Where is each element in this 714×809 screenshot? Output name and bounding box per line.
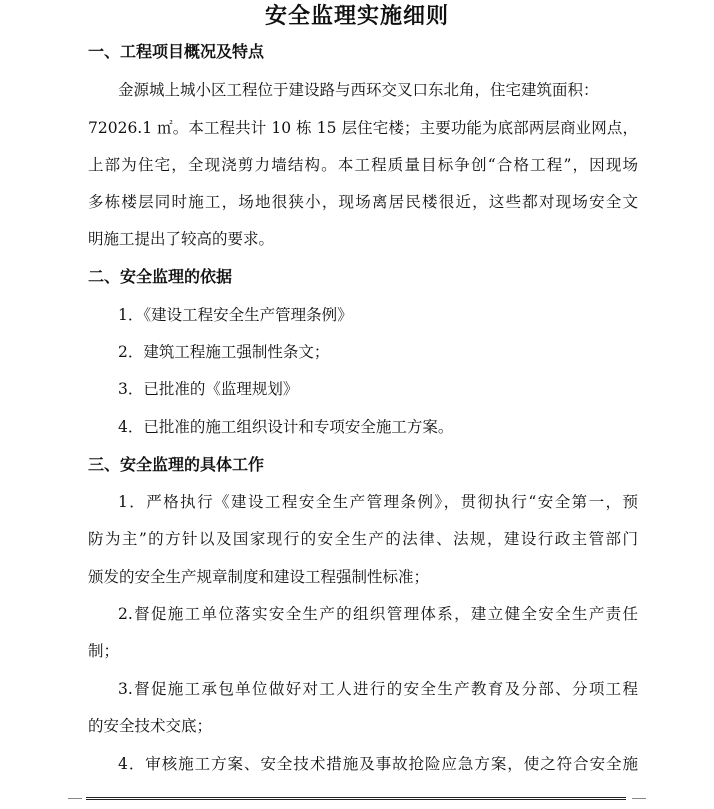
list-item: 1．《建设工程安全生产管理条例》 (118, 306, 353, 324)
list-item: 2．建筑工程施工强制性条文； (118, 343, 330, 361)
section-heading-basis: 二、安全监理的依据 (88, 267, 233, 286)
list-item: 4．已批准的施工组织设计和专项安全施工方案。 (118, 418, 454, 436)
paragraph-line: 制； (88, 642, 120, 660)
margin-corner-mark (632, 798, 646, 809)
paragraph-line: 1．严格执行《建设工程安全生产管理条例》，贯彻执行“安全第一，预 (118, 493, 638, 511)
paragraph-line: 72026.1 ㎡。本工程共计 10 栋 15 层住宅楼；主要功能为底部两层商业网点， (88, 119, 638, 137)
paragraph-line: 明施工提出了较高的要求。 (88, 230, 275, 248)
document-title: 安全监理实施细则 (264, 4, 449, 29)
paragraph-line: 上部为住宅，全现浇剪力墙结构。本工程质量目标争创“合格工程”，因现场 (88, 156, 638, 174)
section-heading-tasks: 三、安全监理的具体工作 (88, 455, 265, 474)
margin-corner-mark (68, 798, 82, 809)
paragraph-line: 的安全技术交底； (88, 717, 213, 735)
paragraph-line: 金源城上城小区工程位于建设路与西环交叉口东北角，住宅建筑面积： (118, 81, 599, 99)
paragraph-line: 颁发的安全生产规章制度和建设工程强制性标准； (88, 568, 430, 586)
paragraph-line: 2.督促施工单位落实安全生产的组织管理体系，建立健全安全生产责任 (118, 605, 638, 623)
paragraph-line: 3.督促施工承包单位做好对工人进行的安全生产教育及分部、分项工程 (118, 680, 638, 698)
paragraph-line: 多栋楼层同时施工，场地很狭小，现场离居民楼很近，这些都对现场安全文 (88, 193, 638, 211)
paragraph-line: 防为主”的方针以及国家现行的安全生产的法律、法规，建设行政主管部门 (88, 530, 638, 548)
list-item: 3．已批准的《监理规划》 (118, 380, 299, 398)
page-bottom-rule (86, 797, 626, 800)
paragraph-line: 4．审核施工方案、安全技术措施及事故抢险应急方案，使之符合安全施 (118, 755, 638, 773)
section-heading-overview: 一、工程项目概况及特点 (88, 42, 265, 61)
